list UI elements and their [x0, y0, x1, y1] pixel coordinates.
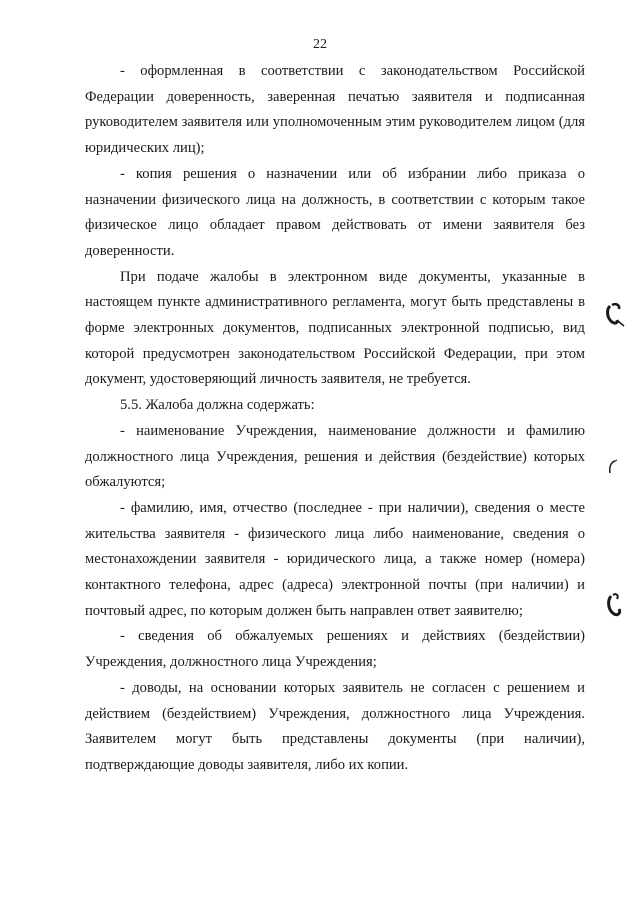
- paragraph-appealed-decisions: - сведения об обжалуемых решениях и действиях (бездействии) Учреждения, должностного лица Учреждения;: [85, 628, 585, 671]
- page-number: 22: [313, 37, 327, 52]
- binding-hole-mark-top: [604, 302, 628, 328]
- paragraph-power-of-attorney: - оформленная в соответствии с законодательством Российской Федерации доверенность, заверенная печатью заявителя и подписанная руководителем заявителя или уполномоченным этим руководителем лицом (для юридических лиц);: [85, 63, 585, 157]
- paragraph-complaint-contents-heading: 5.5. Жалоба должна содержать:: [120, 397, 315, 414]
- binding-hole-mark-middle: [606, 458, 620, 478]
- paragraph-institution-name: - наименование Учреждения, наименование должности и фамилию должностного лица Учреждения, решения и действия (бездействие) которых обжалуются;: [85, 422, 585, 491]
- paragraph-applicant-details: - фамилию, имя, отчество (последнее - при наличии), сведения о месте жительства заявителя - физического лица либо наименование, сведения о местонахождении заявителя - юридического лица, а также номер (номера) контактного телефона, адрес (адреса) электронной почты (при наличии) и почтовый адрес, по которым должен быть направлен ответ заявителю;: [85, 499, 585, 619]
- document-body: [85, 59, 585, 779]
- binding-hole-mark-bottom: [604, 592, 626, 620]
- paragraph-appointment-copy: - копия решения о назначении или об избрании либо приказа о назначении физического лица на должность, в соответствии с которым такое физическое лицо обладает правом действовать от имени заявителя без доверенности.: [85, 165, 585, 259]
- paragraph-electronic-submission: При подаче жалобы в электронном виде документы, указанные в настоящем пункте административного регламента, могут быть представлены в форме электронных документов, подписанных электронной подписью, вид которой предусмотрен законодательством Российской Федерации, при этом документ, удостоверяющий личность заявителя, не требуется.: [85, 268, 585, 388]
- paragraph-arguments: - доводы, на основании которых заявитель не согласен с решением и действием (бездействием) Учреждения, должностного лица Учреждения. Заявителем могут быть представлены документы (при наличии), подтверждающие доводы заявителя, либо их копии.: [85, 679, 585, 773]
